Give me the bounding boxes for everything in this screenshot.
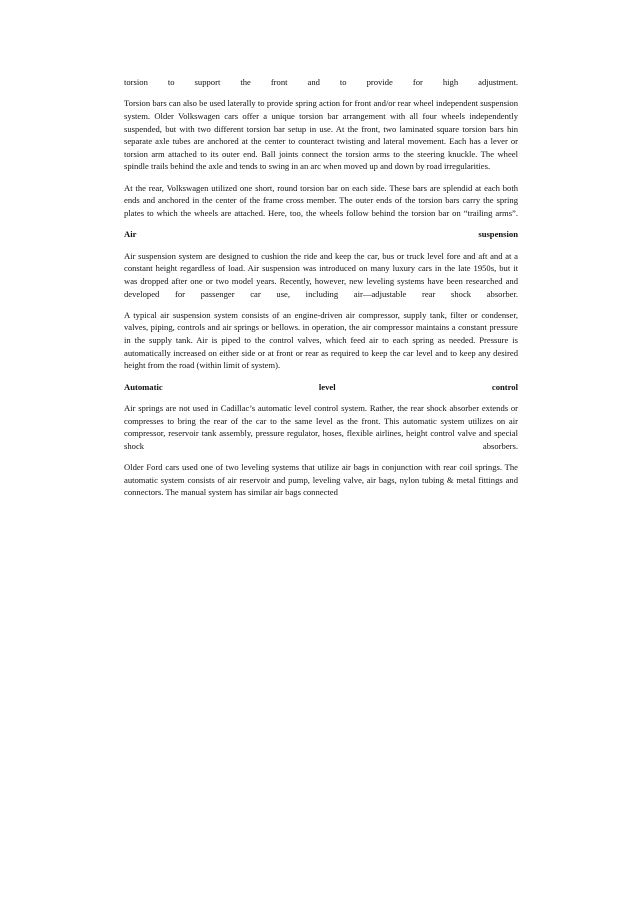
paragraph-lateral-torsion-bars: Torsion bars can also be used laterally to provide spring action for front and/or rear wheel independent suspension system. Older Volkswagen cars offer a unique torsion bar arrangement with all four wheels independently suspended, but with two different torsion bar setup in use. At the front, two laminated square torsion bars hin separate axle tubes are anchored at the center to counteract twisting and lateral movement. Each has a lever or torsion arm attached to its outer end. Ball joints connect the torsion arms to the steering knuckle. The wheel spindle trails behind the axle and tends to swing in an arc when moved up and down by road irregularities. [124, 98, 518, 172]
heading-word: Automatic [124, 381, 163, 392]
heading-word: level [318, 381, 336, 392]
heading-word: Air [124, 229, 137, 240]
document-page [124, 76, 518, 508]
heading-air-suspension [124, 228, 518, 241]
paragraph-cadillac-system: Air springs are not used in Cadillac’s automatic level control system. Rather, the rear shock absorber extends or compresses to bring the rear of the car to the same level as the front. This automatic system utilizes on air compressor, reservoir tank assembly, pressure regulator, hoses, flexible airlines, height control valve and special shock absorbers. [124, 403, 518, 451]
heading-automatic-level-control [124, 381, 518, 394]
heading-word: control [491, 381, 518, 392]
paragraph-ford-leveling: Older Ford cars used one of two leveling systems that utilize air bags in conjunction with rear coil springs. The automatic system consists of air reservoir and pump, leveling valve, air bags, nylon tubing & metal fittings and connectors. The manual system has similar air bags connected [124, 462, 518, 498]
paragraph-air-suspension-components: A typical air suspension system consists of an engine-driven air compressor, supply tank, filter or condenser, valves, piping, controls and air springs or bellows. in operation, the air compressor maintains a constant pressure in the supply tank. Air is piped to the control valves, which feed air to each spring as needed. Pressure is automatically increased on either side or at front or rear as required to keep the car level and to keep any desired height from the road (within limit of system). [124, 309, 518, 371]
paragraph-torsion-continuation: torsion to support the front and to provide for high adjustment. [124, 77, 518, 87]
paragraph-volkswagen-rear: At the rear, Volkswagen utilized one short, round torsion bar on each side. These bars are splendid at each both ends and anchored in the center of the frame cross member. The outer ends of the torsion bars carry the spring plates to which the wheels are attached. Here, too, the wheels follow behind the torsion bar on “trailing arms”. [124, 182, 518, 218]
heading-word: suspension [478, 229, 518, 240]
paragraph-air-suspension-intro: Air suspension system are designed to cushion the ride and keep the car, bus or truck level fore and aft and at a constant height regardless of load. Air suspension was introduced on many luxury cars in the late 1950s, but it was dropped after one or two model years. Recently, however, new leveling systems have been researched and developed for passenger car use, including air—adjustable rear shock absorber. [124, 250, 518, 299]
